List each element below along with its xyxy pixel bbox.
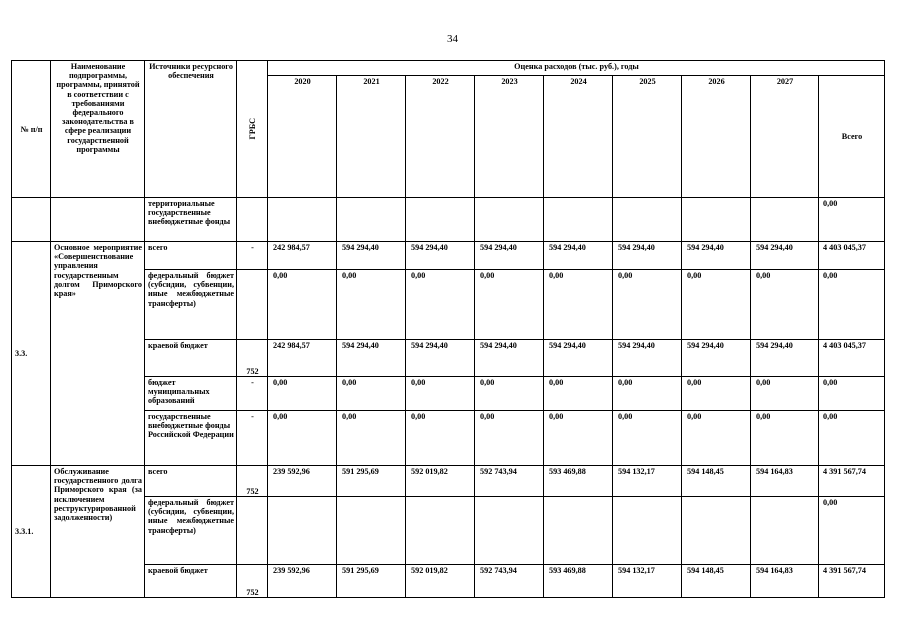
grbs-cell	[237, 270, 268, 340]
value-cell: 594 294,40	[406, 340, 475, 377]
year-header: 2023	[475, 76, 544, 198]
source-cell: федеральный бюджет (субсидии, субвенции, иные межбюджетные трансферты)	[145, 497, 237, 565]
value-cell: 593 469,88	[544, 466, 613, 497]
value-cell: 0,00	[544, 270, 613, 340]
value-cell: 594 294,40	[544, 242, 613, 270]
year-header: 2022	[406, 76, 475, 198]
year-header: 2025	[613, 76, 682, 198]
value-cell: 594 294,40	[475, 242, 544, 270]
value-cell: 594 164,83	[751, 565, 819, 598]
value-cell: 594 148,45	[682, 565, 751, 598]
value-cell	[475, 497, 544, 565]
value-cell: 592 019,82	[406, 466, 475, 497]
value-cell: 594 164,83	[751, 466, 819, 497]
value-cell	[337, 497, 406, 565]
source-cell: федеральный бюджет (субсидии, субвенции, иные межбюджетные трансферты)	[145, 270, 237, 340]
source-cell: краевой бюджет	[145, 565, 237, 598]
value-cell: 0,00	[268, 270, 337, 340]
year-header: 2026	[682, 76, 751, 198]
value-cell: 0,00	[406, 377, 475, 411]
grbs-cell	[237, 198, 268, 242]
header-sources: Источники ресурсного обеспечения	[145, 61, 237, 198]
value-cell: 0,00	[268, 377, 337, 411]
value-cell: 0,00	[682, 377, 751, 411]
value-cell: 0,00	[475, 411, 544, 466]
value-cell: 0,00	[406, 270, 475, 340]
year-header: 2024	[544, 76, 613, 198]
value-cell: 0,00	[337, 411, 406, 466]
value-cell: 0,00	[682, 411, 751, 466]
value-cell: 594 132,17	[613, 466, 682, 497]
value-cell: 594 148,45	[682, 466, 751, 497]
total-cell: 0,00	[819, 270, 885, 340]
total-cell: 0,00	[819, 377, 885, 411]
header-grbs	[237, 61, 268, 198]
value-cell: 592 743,94	[475, 466, 544, 497]
value-cell: 0,00	[613, 377, 682, 411]
page-number: 34	[447, 33, 458, 45]
value-cell	[544, 497, 613, 565]
source-cell: государственные внебюджетные фонды Российской Федерации	[145, 411, 237, 466]
value-cell: 593 469,88	[544, 565, 613, 598]
value-cell: 239 592,96	[268, 466, 337, 497]
value-cell: 592 019,82	[406, 565, 475, 598]
year-header: 2027	[751, 76, 819, 198]
total-cell: 4 391 567,74	[819, 565, 885, 598]
value-cell: 594 294,40	[751, 242, 819, 270]
table-row	[12, 198, 885, 242]
value-cell	[751, 198, 819, 242]
value-cell: 594 294,40	[337, 242, 406, 270]
value-cell	[682, 198, 751, 242]
total-cell: 4 391 567,74	[819, 466, 885, 497]
value-cell: 594 294,40	[406, 242, 475, 270]
value-cell: 242 984,57	[268, 242, 337, 270]
value-cell: 0,00	[337, 377, 406, 411]
budget-table	[11, 60, 885, 598]
value-cell	[751, 497, 819, 565]
value-cell: 0,00	[337, 270, 406, 340]
total-cell: 4 403 045,37	[819, 340, 885, 377]
value-cell: 594 294,40	[682, 242, 751, 270]
group-name: Основное мероприятие «Совершенствование управления государственным долгом Приморского края»	[51, 242, 145, 466]
value-cell: 239 592,96	[268, 565, 337, 598]
value-cell	[406, 198, 475, 242]
value-cell	[475, 198, 544, 242]
header-num: № п/п	[12, 61, 51, 198]
value-cell: 594 294,40	[544, 340, 613, 377]
value-cell	[682, 497, 751, 565]
value-cell: 0,00	[613, 270, 682, 340]
grbs-cell	[237, 497, 268, 565]
value-cell	[268, 198, 337, 242]
value-cell: 594 294,40	[613, 242, 682, 270]
grbs-cell: 752	[237, 565, 268, 598]
name-cell	[51, 198, 145, 242]
value-cell: 0,00	[406, 411, 475, 466]
value-cell: 0,00	[475, 377, 544, 411]
value-cell	[337, 198, 406, 242]
total-cell: 0,00	[819, 198, 885, 242]
total-cell: 4 403 045,37	[819, 242, 885, 270]
value-cell: 0,00	[751, 411, 819, 466]
value-cell: 594 294,40	[337, 340, 406, 377]
header-total: Всего	[819, 76, 885, 198]
table-row	[12, 466, 885, 497]
grbs-label: ГРБС	[247, 117, 257, 140]
total-cell: 0,00	[819, 497, 885, 565]
grbs-cell: 752	[237, 466, 268, 497]
value-cell: 591 295,69	[337, 565, 406, 598]
grbs-cell: -	[237, 377, 268, 411]
value-cell	[613, 198, 682, 242]
value-cell: 0,00	[613, 411, 682, 466]
group-num: 3.3.	[12, 242, 51, 466]
num-cell	[12, 198, 51, 242]
source-cell: бюджет муниципальных образований	[145, 377, 237, 411]
value-cell: 0,00	[475, 270, 544, 340]
header-name: Наименование подпрограммы, программы, принятой в соответствии с требованиями федерального законодательства в сфере реализации государственной программы	[51, 61, 145, 198]
year-header: 2020	[268, 76, 337, 198]
group-num: 3.3.1.	[12, 466, 51, 598]
total-cell: 0,00	[819, 411, 885, 466]
value-cell: 594 132,17	[613, 565, 682, 598]
value-cell: 242 984,57	[268, 340, 337, 377]
value-cell: 594 294,40	[475, 340, 544, 377]
value-cell: 592 743,94	[475, 565, 544, 598]
source-cell: всего	[145, 466, 237, 497]
value-cell: 594 294,40	[613, 340, 682, 377]
value-cell: 0,00	[682, 270, 751, 340]
source-cell: краевой бюджет	[145, 340, 237, 377]
value-cell	[406, 497, 475, 565]
value-cell: 594 294,40	[751, 340, 819, 377]
value-cell: 0,00	[751, 377, 819, 411]
table-row	[12, 242, 885, 270]
value-cell: 0,00	[268, 411, 337, 466]
source-cell: территориальные государственные внебюджетные фонды	[145, 198, 237, 242]
value-cell	[613, 497, 682, 565]
value-cell: 594 294,40	[682, 340, 751, 377]
grbs-cell: -	[237, 242, 268, 270]
header-estimate: Оценка расходов (тыс. руб.), годы	[268, 61, 885, 76]
value-cell	[544, 198, 613, 242]
value-cell: 0,00	[751, 270, 819, 340]
source-cell: всего	[145, 242, 237, 270]
group-name: Обслуживание государственного долга Приморского края (за исключением реструктурированной задолженности)	[51, 466, 145, 598]
grbs-cell: 752	[237, 340, 268, 377]
year-header: 2021	[337, 76, 406, 198]
value-cell	[268, 497, 337, 565]
value-cell: 0,00	[544, 411, 613, 466]
grbs-cell: -	[237, 411, 268, 466]
value-cell: 0,00	[544, 377, 613, 411]
value-cell: 591 295,69	[337, 466, 406, 497]
